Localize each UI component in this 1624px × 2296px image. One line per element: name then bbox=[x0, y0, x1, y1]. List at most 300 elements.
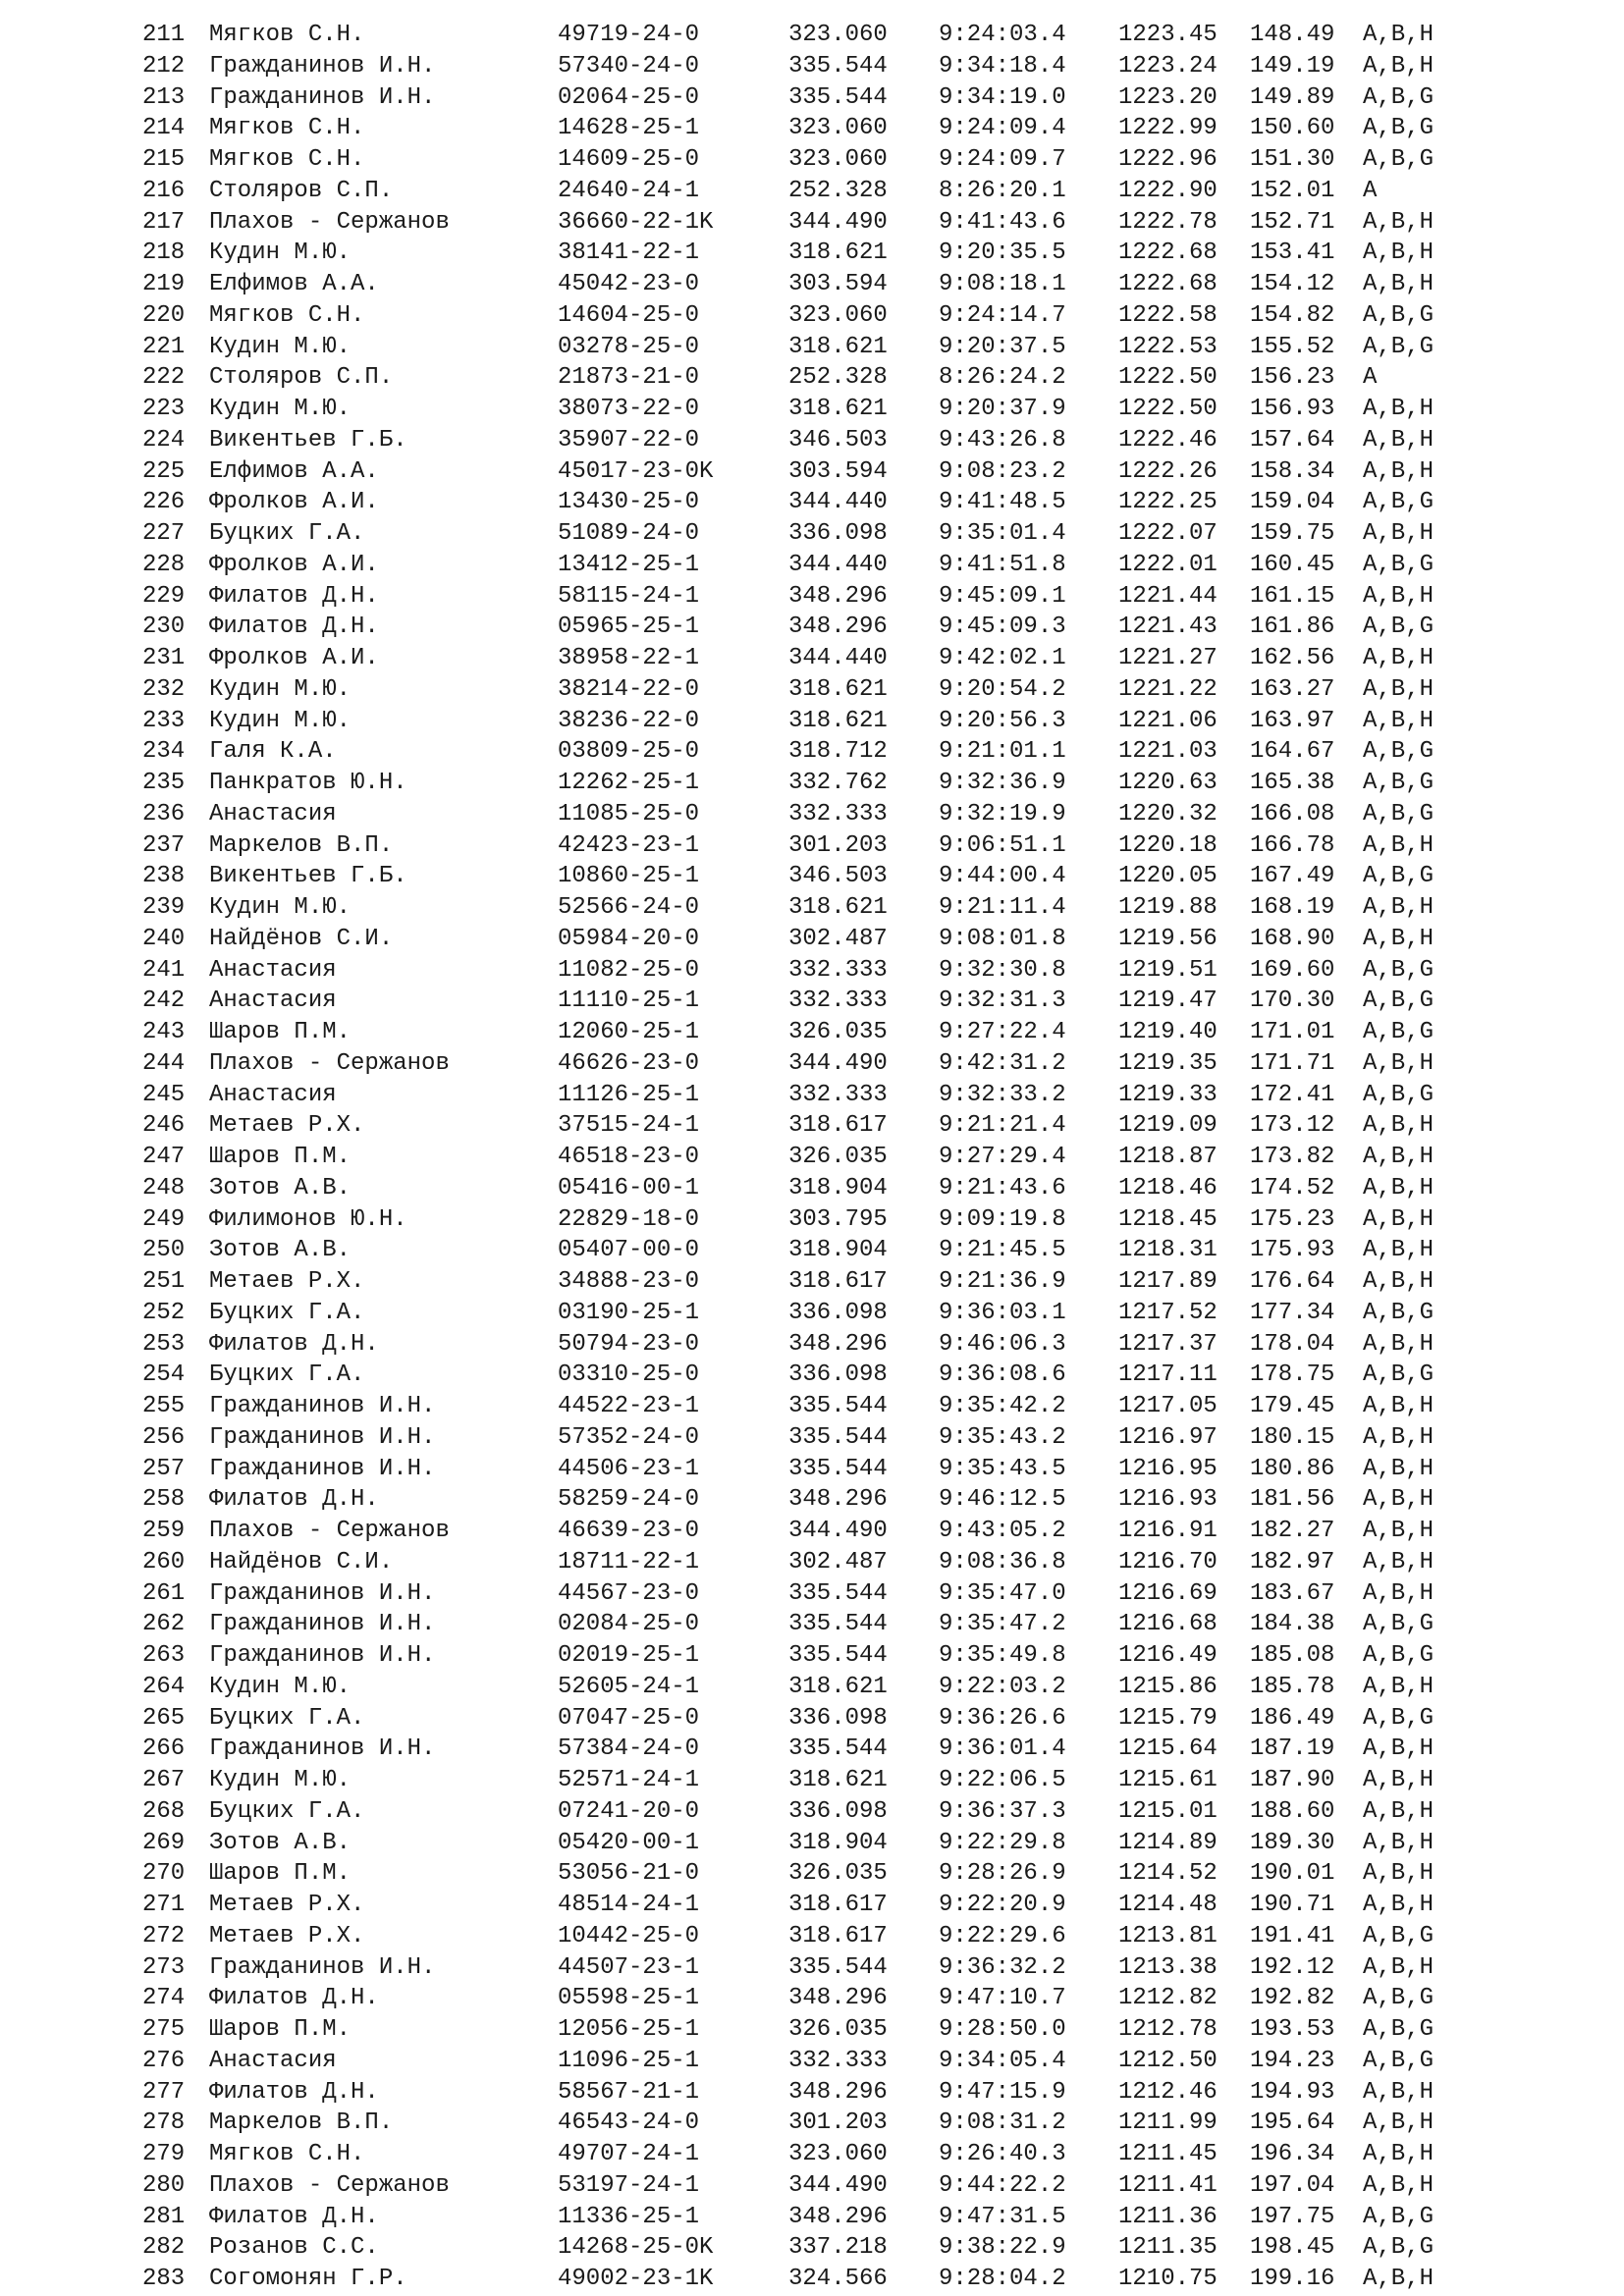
distance-cell: 302.487 bbox=[788, 1548, 888, 1575]
speed-cell: 1218.46 bbox=[1118, 1174, 1218, 1201]
result-row bbox=[142, 1391, 1576, 1422]
ring-number-cell: 03190-25-1 bbox=[558, 1299, 700, 1326]
groups-cell: A,B,H bbox=[1363, 1829, 1435, 1856]
flight-time-cell: 9:21:36.9 bbox=[939, 1268, 1066, 1295]
points-cell: 181.56 bbox=[1250, 1486, 1335, 1514]
ring-number-cell: 34888-23-0 bbox=[558, 1268, 700, 1295]
flight-time-cell: 9:26:40.3 bbox=[939, 2141, 1066, 2167]
name-cell: Филатов Д.Н. bbox=[209, 582, 379, 610]
speed-cell: 1218.45 bbox=[1118, 1205, 1218, 1233]
place-cell: 263 bbox=[142, 1642, 186, 1669]
place-cell: 278 bbox=[142, 2109, 186, 2137]
name-cell: Галя К.А. bbox=[209, 738, 337, 766]
flight-time-cell: 9:24:14.7 bbox=[939, 301, 1066, 329]
place-cell: 257 bbox=[142, 1455, 186, 1482]
flight-time-cell: 9:22:20.9 bbox=[939, 1892, 1066, 1918]
distance-cell: 346.503 bbox=[788, 863, 888, 890]
points-cell: 175.93 bbox=[1250, 1237, 1335, 1264]
points-cell: 150.60 bbox=[1250, 115, 1335, 142]
speed-cell: 1212.50 bbox=[1118, 2047, 1218, 2074]
points-cell: 183.67 bbox=[1250, 1579, 1335, 1607]
place-cell: 277 bbox=[142, 2078, 186, 2106]
points-cell: 175.23 bbox=[1250, 1205, 1335, 1233]
result-row bbox=[142, 1578, 1576, 1610]
distance-cell: 323.060 bbox=[788, 146, 888, 173]
flight-time-cell: 9:22:29.8 bbox=[939, 1829, 1066, 1856]
result-row bbox=[142, 1890, 1576, 1921]
place-cell: 258 bbox=[142, 1486, 186, 1514]
speed-cell: 1221.27 bbox=[1118, 645, 1218, 671]
name-cell: Филатов Д.Н. bbox=[209, 614, 379, 641]
result-row bbox=[142, 456, 1576, 488]
result-row bbox=[142, 1609, 1576, 1640]
groups-cell: A,B,H bbox=[1363, 396, 1435, 422]
place-cell: 214 bbox=[142, 115, 186, 142]
flight-time-cell: 9:21:43.6 bbox=[939, 1174, 1066, 1201]
name-cell: Плахов - Сержанов bbox=[209, 2171, 450, 2199]
name-cell: Гражданинов И.Н. bbox=[209, 1611, 436, 1638]
groups-cell: A,B,H bbox=[1363, 2266, 1435, 2292]
place-cell: 254 bbox=[142, 1362, 186, 1389]
name-cell: Шаров П.М. bbox=[209, 1860, 352, 1888]
ring-number-cell: 49002-23-1K bbox=[558, 2266, 714, 2292]
name-cell: Гражданинов И.Н. bbox=[209, 1393, 436, 1419]
place-cell: 241 bbox=[142, 956, 186, 984]
flight-time-cell: 9:47:15.9 bbox=[939, 2078, 1066, 2106]
groups-cell: A,B,G bbox=[1363, 301, 1435, 329]
ring-number-cell: 38073-22-0 bbox=[558, 396, 700, 422]
ring-number-cell: 46639-23-0 bbox=[558, 1518, 700, 1544]
speed-cell: 1221.06 bbox=[1118, 707, 1218, 734]
name-cell: Розанов С.С. bbox=[209, 2234, 379, 2262]
flight-time-cell: 9:24:09.4 bbox=[939, 115, 1066, 142]
place-cell: 275 bbox=[142, 2016, 186, 2043]
place-cell: 260 bbox=[142, 1548, 186, 1575]
place-cell: 217 bbox=[142, 208, 186, 236]
speed-cell: 1216.95 bbox=[1118, 1455, 1218, 1482]
speed-cell: 1222.01 bbox=[1118, 551, 1218, 578]
groups-cell: A,B,H bbox=[1363, 1673, 1435, 1700]
speed-cell: 1216.69 bbox=[1118, 1579, 1218, 1607]
ring-number-cell: 11110-25-1 bbox=[558, 988, 700, 1015]
groups-cell: A,B,H bbox=[1363, 22, 1435, 48]
place-cell: 251 bbox=[142, 1268, 186, 1295]
ring-number-cell: 36660-22-1K bbox=[558, 208, 714, 236]
flight-time-cell: 9:41:51.8 bbox=[939, 551, 1066, 578]
groups-cell: A,B,H bbox=[1363, 1892, 1435, 1918]
points-cell: 159.75 bbox=[1250, 520, 1335, 547]
groups-cell: A,B,H bbox=[1363, 457, 1435, 485]
ring-number-cell: 49707-24-1 bbox=[558, 2141, 700, 2167]
result-row bbox=[142, 176, 1576, 207]
speed-cell: 1222.26 bbox=[1118, 457, 1218, 485]
points-cell: 197.75 bbox=[1250, 2203, 1335, 2230]
ring-number-cell: 12060-25-1 bbox=[558, 1019, 700, 1045]
name-cell: Филатов Д.Н. bbox=[209, 2078, 379, 2106]
result-row bbox=[142, 955, 1576, 987]
groups-cell: A,B,H bbox=[1363, 1518, 1435, 1544]
name-cell: Гражданинов И.Н. bbox=[209, 1953, 436, 1981]
points-cell: 153.41 bbox=[1250, 240, 1335, 267]
speed-cell: 1217.89 bbox=[1118, 1268, 1218, 1295]
flight-time-cell: 9:20:37.9 bbox=[939, 396, 1066, 422]
place-cell: 264 bbox=[142, 1673, 186, 1700]
distance-cell: 335.544 bbox=[788, 52, 888, 80]
result-row bbox=[142, 550, 1576, 581]
points-cell: 173.12 bbox=[1250, 1112, 1335, 1140]
speed-cell: 1216.49 bbox=[1118, 1642, 1218, 1669]
place-cell: 226 bbox=[142, 489, 186, 516]
flight-time-cell: 9:08:23.2 bbox=[939, 457, 1066, 485]
place-cell: 224 bbox=[142, 426, 186, 454]
groups-cell: A,B,H bbox=[1363, 2171, 1435, 2199]
ring-number-cell: 05420-00-1 bbox=[558, 1829, 700, 1856]
speed-cell: 1211.99 bbox=[1118, 2109, 1218, 2137]
ring-number-cell: 58567-21-1 bbox=[558, 2078, 700, 2106]
distance-cell: 335.544 bbox=[788, 1455, 888, 1482]
place-cell: 231 bbox=[142, 645, 186, 671]
groups-cell: A,B,G bbox=[1363, 800, 1435, 828]
points-cell: 192.82 bbox=[1250, 1985, 1335, 2012]
ring-number-cell: 18711-22-1 bbox=[558, 1548, 700, 1575]
groups-cell: A,B,H bbox=[1363, 1548, 1435, 1575]
name-cell: Найдёнов С.И. bbox=[209, 1548, 394, 1575]
name-cell: Мягков С.Н. bbox=[209, 146, 365, 173]
points-cell: 155.52 bbox=[1250, 333, 1335, 360]
place-cell: 274 bbox=[142, 1985, 186, 2012]
distance-cell: 335.544 bbox=[788, 1611, 888, 1638]
ring-number-cell: 38214-22-0 bbox=[558, 675, 700, 703]
result-row bbox=[142, 1048, 1576, 1080]
result-row bbox=[142, 1360, 1576, 1391]
speed-cell: 1219.40 bbox=[1118, 1019, 1218, 1045]
result-row bbox=[142, 487, 1576, 518]
ring-number-cell: 03809-25-0 bbox=[558, 738, 700, 766]
place-cell: 232 bbox=[142, 675, 186, 703]
name-cell: Маркелов В.П. bbox=[209, 2109, 394, 2137]
points-cell: 185.78 bbox=[1250, 1673, 1335, 1700]
points-cell: 179.45 bbox=[1250, 1393, 1335, 1419]
flight-time-cell: 9:35:47.2 bbox=[939, 1611, 1066, 1638]
result-row bbox=[142, 706, 1576, 737]
ring-number-cell: 53056-21-0 bbox=[558, 1860, 700, 1888]
name-cell: Буцких Г.А. bbox=[209, 520, 365, 547]
groups-cell: A,B,G bbox=[1363, 1019, 1435, 1045]
points-cell: 178.75 bbox=[1250, 1362, 1335, 1389]
name-cell: Столяров С.П. bbox=[209, 177, 394, 204]
points-cell: 154.82 bbox=[1250, 301, 1335, 329]
groups-cell: A,B,H bbox=[1363, 1049, 1435, 1077]
speed-cell: 1211.35 bbox=[1118, 2234, 1218, 2262]
points-cell: 187.19 bbox=[1250, 1735, 1335, 1763]
groups-cell: A,B,H bbox=[1363, 2109, 1435, 2137]
ring-number-cell: 44522-23-1 bbox=[558, 1393, 700, 1419]
name-cell: Гражданинов И.Н. bbox=[209, 52, 436, 80]
points-cell: 188.60 bbox=[1250, 1797, 1335, 1825]
speed-cell: 1221.43 bbox=[1118, 614, 1218, 641]
distance-cell: 332.762 bbox=[788, 770, 888, 796]
speed-cell: 1222.90 bbox=[1118, 177, 1218, 204]
ring-number-cell: 11336-25-1 bbox=[558, 2203, 700, 2230]
place-cell: 237 bbox=[142, 831, 186, 859]
points-cell: 158.34 bbox=[1250, 457, 1335, 485]
groups-cell: A,B,H bbox=[1363, 1735, 1435, 1763]
result-row bbox=[142, 1516, 1576, 1547]
distance-cell: 336.098 bbox=[788, 1797, 888, 1825]
points-cell: 173.82 bbox=[1250, 1144, 1335, 1170]
name-cell: Кудин М.Ю. bbox=[209, 1767, 352, 1793]
points-cell: 149.19 bbox=[1250, 52, 1335, 80]
points-cell: 178.04 bbox=[1250, 1330, 1335, 1358]
result-row bbox=[142, 1921, 1576, 1952]
name-cell: Мягков С.Н. bbox=[209, 22, 365, 48]
flight-time-cell: 9:32:36.9 bbox=[939, 770, 1066, 796]
ring-number-cell: 44506-23-1 bbox=[558, 1455, 700, 1482]
place-cell: 280 bbox=[142, 2171, 186, 2199]
result-row bbox=[142, 82, 1576, 114]
points-cell: 180.15 bbox=[1250, 1423, 1335, 1451]
distance-cell: 318.621 bbox=[788, 240, 888, 267]
flight-time-cell: 9:32:31.3 bbox=[939, 988, 1066, 1015]
name-cell: Кудин М.Ю. bbox=[209, 333, 352, 360]
ring-number-cell: 14609-25-0 bbox=[558, 146, 700, 173]
ring-number-cell: 02084-25-0 bbox=[558, 1611, 700, 1638]
name-cell: Буцких Г.А. bbox=[209, 1362, 365, 1389]
place-cell: 213 bbox=[142, 83, 186, 111]
points-cell: 195.64 bbox=[1250, 2109, 1335, 2137]
distance-cell: 332.333 bbox=[788, 800, 888, 828]
result-row bbox=[142, 674, 1576, 706]
groups-cell: A,B,G bbox=[1363, 1081, 1435, 1108]
speed-cell: 1219.33 bbox=[1118, 1081, 1218, 1108]
result-row bbox=[142, 2170, 1576, 2202]
distance-cell: 348.296 bbox=[788, 582, 888, 610]
points-cell: 166.08 bbox=[1250, 800, 1335, 828]
flight-time-cell: 9:45:09.1 bbox=[939, 582, 1066, 610]
result-row bbox=[142, 394, 1576, 425]
name-cell: Плахов - Сержанов bbox=[209, 208, 450, 236]
groups-cell: A,B,H bbox=[1363, 582, 1435, 610]
ring-number-cell: 12262-25-1 bbox=[558, 770, 700, 796]
ring-number-cell: 52566-24-0 bbox=[558, 894, 700, 921]
place-cell: 283 bbox=[142, 2266, 186, 2292]
ring-number-cell: 44507-23-1 bbox=[558, 1953, 700, 1981]
name-cell: Викентьев Г.Б. bbox=[209, 863, 407, 890]
place-cell: 249 bbox=[142, 1205, 186, 1233]
place-cell: 244 bbox=[142, 1049, 186, 1077]
groups-cell: A,B,G bbox=[1363, 2234, 1435, 2262]
groups-cell: A,B,H bbox=[1363, 1144, 1435, 1170]
points-cell: 190.01 bbox=[1250, 1860, 1335, 1888]
place-cell: 235 bbox=[142, 770, 186, 796]
ring-number-cell: 53197-24-1 bbox=[558, 2171, 700, 2199]
points-cell: 197.04 bbox=[1250, 2171, 1335, 2199]
flight-time-cell: 9:22:29.6 bbox=[939, 1922, 1066, 1949]
speed-cell: 1210.75 bbox=[1118, 2266, 1218, 2292]
distance-cell: 344.490 bbox=[788, 1518, 888, 1544]
flight-time-cell: 9:36:01.4 bbox=[939, 1735, 1066, 1763]
place-cell: 243 bbox=[142, 1019, 186, 1045]
groups-cell: A,B,H bbox=[1363, 520, 1435, 547]
points-cell: 156.93 bbox=[1250, 396, 1335, 422]
place-cell: 262 bbox=[142, 1611, 186, 1638]
ring-number-cell: 57384-24-0 bbox=[558, 1735, 700, 1763]
groups-cell: A bbox=[1363, 364, 1378, 392]
speed-cell: 1222.50 bbox=[1118, 396, 1218, 422]
distance-cell: 301.203 bbox=[788, 2109, 888, 2137]
name-cell: Фролков А.И. bbox=[209, 489, 379, 516]
distance-cell: 326.035 bbox=[788, 1860, 888, 1888]
points-cell: 149.89 bbox=[1250, 83, 1335, 111]
groups-cell: A,B,H bbox=[1363, 1486, 1435, 1514]
groups-cell: A bbox=[1363, 177, 1378, 204]
result-row bbox=[142, 1454, 1576, 1485]
distance-cell: 335.544 bbox=[788, 1423, 888, 1451]
result-row bbox=[142, 1983, 1576, 2014]
groups-cell: A,B,H bbox=[1363, 1174, 1435, 1201]
speed-cell: 1222.53 bbox=[1118, 333, 1218, 360]
name-cell: Кудин М.Ю. bbox=[209, 707, 352, 734]
ring-number-cell: 38958-22-1 bbox=[558, 645, 700, 671]
name-cell: Шаров П.М. bbox=[209, 1019, 352, 1045]
result-row bbox=[142, 1298, 1576, 1329]
flight-time-cell: 9:36:37.3 bbox=[939, 1797, 1066, 1825]
speed-cell: 1220.18 bbox=[1118, 831, 1218, 859]
speed-cell: 1211.36 bbox=[1118, 2203, 1218, 2230]
flight-time-cell: 9:27:29.4 bbox=[939, 1144, 1066, 1170]
name-cell: Метаев Р.Х. bbox=[209, 1268, 365, 1295]
groups-cell: A,B,H bbox=[1363, 1797, 1435, 1825]
points-cell: 156.23 bbox=[1250, 364, 1335, 392]
result-row bbox=[142, 1952, 1576, 1984]
place-cell: 253 bbox=[142, 1330, 186, 1358]
name-cell: Мягков С.Н. bbox=[209, 115, 365, 142]
flight-time-cell: 9:38:22.9 bbox=[939, 2234, 1066, 2262]
name-cell: Гражданинов И.Н. bbox=[209, 1579, 436, 1607]
flight-time-cell: 9:45:09.3 bbox=[939, 614, 1066, 641]
distance-cell: 303.795 bbox=[788, 1205, 888, 1233]
points-cell: 167.49 bbox=[1250, 863, 1335, 890]
result-row bbox=[142, 2014, 1576, 2046]
distance-cell: 323.060 bbox=[788, 301, 888, 329]
speed-cell: 1218.31 bbox=[1118, 1237, 1218, 1264]
groups-cell: A,B,H bbox=[1363, 1237, 1435, 1264]
groups-cell: A,B,G bbox=[1363, 1642, 1435, 1669]
distance-cell: 326.035 bbox=[788, 1144, 888, 1170]
flight-time-cell: 9:32:30.8 bbox=[939, 956, 1066, 984]
distance-cell: 336.098 bbox=[788, 1362, 888, 1389]
speed-cell: 1219.88 bbox=[1118, 894, 1218, 921]
points-cell: 157.64 bbox=[1250, 426, 1335, 454]
points-cell: 194.93 bbox=[1250, 2078, 1335, 2106]
points-cell: 169.60 bbox=[1250, 956, 1335, 984]
place-cell: 281 bbox=[142, 2203, 186, 2230]
groups-cell: A,B,G bbox=[1363, 956, 1435, 984]
speed-cell: 1222.96 bbox=[1118, 146, 1218, 173]
flight-time-cell: 9:47:31.5 bbox=[939, 2203, 1066, 2230]
place-cell: 267 bbox=[142, 1767, 186, 1793]
result-row bbox=[142, 2108, 1576, 2139]
groups-cell: A,B,G bbox=[1363, 770, 1435, 796]
flight-time-cell: 9:35:01.4 bbox=[939, 520, 1066, 547]
groups-cell: A,B,G bbox=[1363, 2047, 1435, 2074]
speed-cell: 1218.87 bbox=[1118, 1144, 1218, 1170]
distance-cell: 336.098 bbox=[788, 520, 888, 547]
distance-cell: 336.098 bbox=[788, 1704, 888, 1732]
speed-cell: 1217.37 bbox=[1118, 1330, 1218, 1358]
place-cell: 268 bbox=[142, 1797, 186, 1825]
flight-time-cell: 9:21:21.4 bbox=[939, 1112, 1066, 1140]
groups-cell: A,B,H bbox=[1363, 1330, 1435, 1358]
distance-cell: 346.503 bbox=[788, 426, 888, 454]
distance-cell: 326.035 bbox=[788, 2016, 888, 2043]
place-cell: 212 bbox=[142, 52, 186, 80]
points-cell: 168.19 bbox=[1250, 894, 1335, 921]
points-cell: 152.71 bbox=[1250, 208, 1335, 236]
flight-time-cell: 9:36:32.2 bbox=[939, 1953, 1066, 1981]
speed-cell: 1212.46 bbox=[1118, 2078, 1218, 2106]
result-row bbox=[142, 2264, 1576, 2295]
points-cell: 151.30 bbox=[1250, 146, 1335, 173]
distance-cell: 335.544 bbox=[788, 1735, 888, 1763]
name-cell: Мягков С.Н. bbox=[209, 301, 365, 329]
groups-cell: A,B,G bbox=[1363, 333, 1435, 360]
flight-time-cell: 9:43:26.8 bbox=[939, 426, 1066, 454]
result-row bbox=[142, 1672, 1576, 1703]
name-cell: Буцких Г.А. bbox=[209, 1797, 365, 1825]
ring-number-cell: 52571-24-1 bbox=[558, 1767, 700, 1793]
name-cell: Буцких Г.А. bbox=[209, 1299, 365, 1326]
groups-cell: A,B,H bbox=[1363, 1860, 1435, 1888]
ring-number-cell: 11082-25-0 bbox=[558, 956, 700, 984]
points-cell: 166.78 bbox=[1250, 831, 1335, 859]
distance-cell: 335.544 bbox=[788, 1579, 888, 1607]
speed-cell: 1219.09 bbox=[1118, 1112, 1218, 1140]
groups-cell: A,B,G bbox=[1363, 988, 1435, 1015]
points-cell: 177.34 bbox=[1250, 1299, 1335, 1326]
points-cell: 172.41 bbox=[1250, 1081, 1335, 1108]
place-cell: 234 bbox=[142, 738, 186, 766]
name-cell: Шаров П.М. bbox=[209, 2016, 352, 2043]
speed-cell: 1216.97 bbox=[1118, 1423, 1218, 1451]
distance-cell: 318.617 bbox=[788, 1922, 888, 1949]
ring-number-cell: 38236-22-0 bbox=[558, 707, 700, 734]
distance-cell: 318.621 bbox=[788, 1673, 888, 1700]
flight-time-cell: 9:35:47.0 bbox=[939, 1579, 1066, 1607]
result-row bbox=[142, 1796, 1576, 1828]
speed-cell: 1222.58 bbox=[1118, 301, 1218, 329]
place-cell: 239 bbox=[142, 894, 186, 921]
groups-cell: A,B,G bbox=[1363, 738, 1435, 766]
result-row bbox=[142, 1173, 1576, 1204]
distance-cell: 301.203 bbox=[788, 831, 888, 859]
result-row bbox=[142, 1080, 1576, 1111]
ring-number-cell: 45042-23-0 bbox=[558, 271, 700, 297]
flight-time-cell: 9:34:18.4 bbox=[939, 52, 1066, 80]
place-cell: 236 bbox=[142, 800, 186, 828]
speed-cell: 1213.81 bbox=[1118, 1922, 1218, 1949]
points-cell: 176.64 bbox=[1250, 1268, 1335, 1295]
result-row bbox=[142, 2077, 1576, 2109]
speed-cell: 1215.86 bbox=[1118, 1673, 1218, 1700]
place-cell: 216 bbox=[142, 177, 186, 204]
speed-cell: 1222.68 bbox=[1118, 271, 1218, 297]
name-cell: Согомонян Г.Р. bbox=[209, 2266, 407, 2292]
flight-time-cell: 9:28:04.2 bbox=[939, 2266, 1066, 2292]
result-row bbox=[142, 1858, 1576, 1890]
distance-cell: 318.621 bbox=[788, 396, 888, 422]
name-cell: Кудин М.Ю. bbox=[209, 675, 352, 703]
